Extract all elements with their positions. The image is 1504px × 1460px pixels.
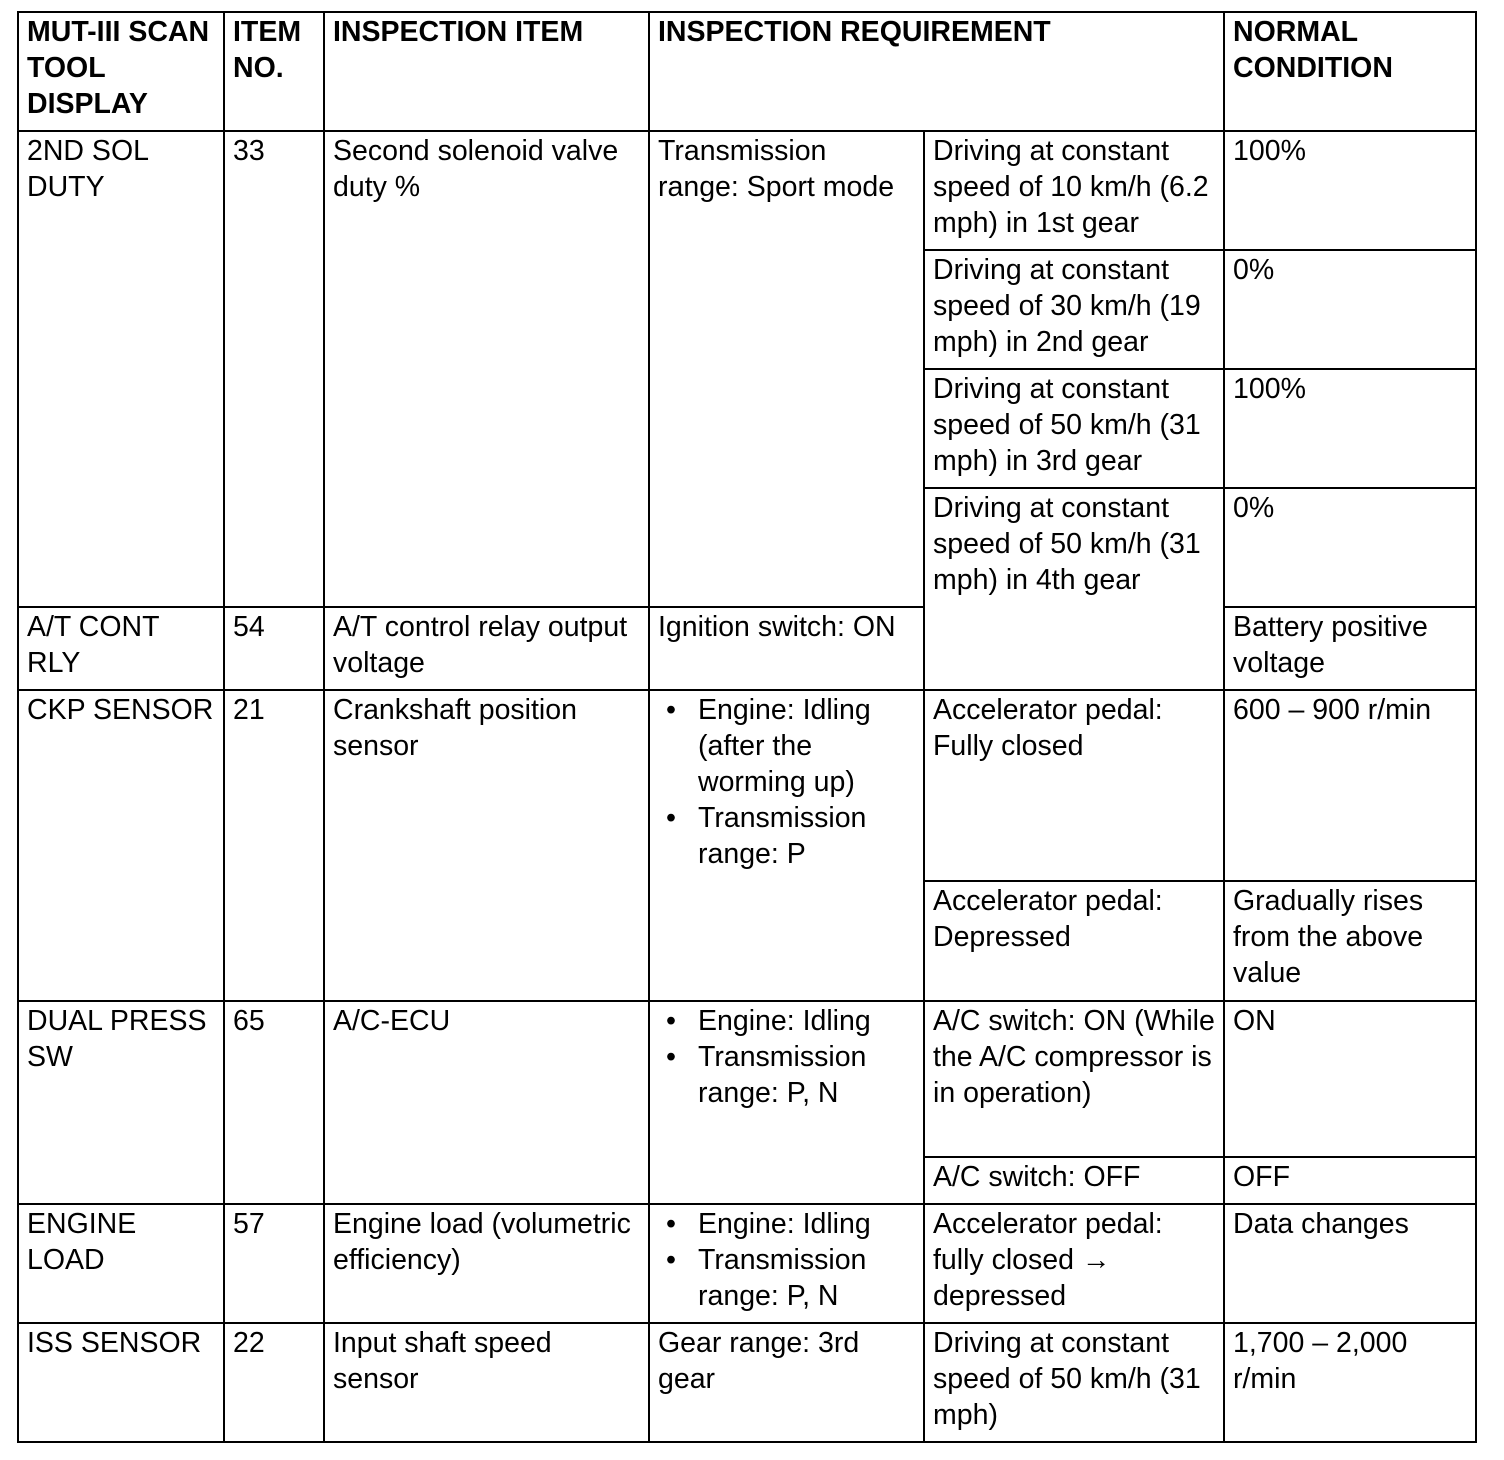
cell-display: ISS SENSOR — [18, 1323, 224, 1442]
cell-normal: 100% — [1224, 369, 1476, 488]
table-row — [18, 607, 1476, 690]
list-item: • Transmission range: P, N — [698, 1039, 915, 1111]
cell-inspection-item: A/T control relay output voltage — [324, 607, 649, 690]
cell-requirement — [649, 1001, 924, 1204]
cell-normal: Gradually rises from the above value — [1224, 881, 1476, 1001]
cell-requirement — [649, 690, 924, 1001]
cell-condition: Accelerator pedal: Depressed — [924, 881, 1224, 1001]
header-normal-condition: NORMAL CONDITION — [1224, 12, 1476, 131]
cell-item-no: 33 — [224, 131, 324, 607]
cell-normal: Battery positive voltage — [1224, 607, 1476, 690]
cell-display: CKP SENSOR — [18, 690, 224, 1001]
cell-condition: Accelerator pedal: fully closed → depressed — [924, 1204, 1224, 1323]
cell-condition: Accelerator pedal: Fully closed — [924, 690, 1224, 881]
header-inspection-requirement: INSPECTION REQUIREMENT — [649, 12, 1224, 131]
cell-normal: 600 – 900 r/min — [1224, 690, 1476, 881]
cell-condition: A/C switch: ON (While the A/C compressor is in operation) — [924, 1001, 1224, 1157]
cell-requirement: Gear range: 3rd gear — [649, 1323, 924, 1442]
cell-normal: 100% — [1224, 131, 1476, 250]
cell-condition: Driving at constant speed of 10 km/h (6.2 mph) in 1st gear — [924, 131, 1224, 250]
inspection-table — [17, 11, 1477, 1443]
cell-display: A/T CONT RLY — [18, 607, 224, 690]
cell-condition: A/C switch: OFF — [924, 1157, 1224, 1204]
cell-display: ENGINE LOAD — [18, 1204, 224, 1323]
cell-item-no: 65 — [224, 1001, 324, 1204]
cell-item-no: 54 — [224, 607, 324, 690]
list-item: • Engine: Idling (after the worming up) — [698, 692, 915, 800]
cell-inspection-item: Second solenoid valve duty % — [324, 131, 649, 607]
table-row — [18, 1001, 1476, 1157]
cell-requirement — [649, 1204, 924, 1323]
cell-inspection-item: A/C-ECU — [324, 1001, 649, 1204]
table-row — [18, 690, 1476, 881]
header-inspection-item: INSPECTION ITEM — [324, 12, 649, 131]
cell-condition: Driving at constant speed of 50 km/h (31 mph) in 3rd gear — [924, 369, 1224, 488]
table-row — [18, 1204, 1476, 1323]
header-item-no: ITEM NO. — [224, 12, 324, 131]
requirement-list — [658, 692, 915, 872]
header-row — [18, 12, 1476, 131]
cell-condition: Driving at constant speed of 30 km/h (19 mph) in 2nd gear — [924, 250, 1224, 369]
cell-condition: Driving at constant speed of 50 km/h (31 mph) in 4th gear — [924, 488, 1224, 690]
cell-normal: 0% — [1224, 250, 1476, 369]
table-row — [18, 1323, 1476, 1442]
cell-normal: 1,700 – 2,000 r/min — [1224, 1323, 1476, 1442]
cell-item-no: 21 — [224, 690, 324, 1001]
cell-requirement: Transmission range: Sport mode — [649, 131, 924, 607]
cell-inspection-item: Crankshaft position sensor — [324, 690, 649, 1001]
cell-requirement: Ignition switch: ON — [649, 607, 924, 690]
list-item: • Engine: Idling — [698, 1003, 915, 1039]
header-display: MUT-III SCAN TOOL DISPLAY — [18, 12, 224, 131]
table-row — [18, 131, 1476, 250]
cell-item-no: 22 — [224, 1323, 324, 1442]
list-item: • Transmission range: P — [698, 800, 915, 872]
cell-normal: ON — [1224, 1001, 1476, 1157]
cell-inspection-item: Input shaft speed sensor — [324, 1323, 649, 1442]
cell-normal: Data changes — [1224, 1204, 1476, 1323]
cell-display: DUAL PRESS SW — [18, 1001, 224, 1204]
cell-item-no: 57 — [224, 1204, 324, 1323]
list-item: • Engine: Idling — [698, 1206, 915, 1242]
cell-normal: 0% — [1224, 488, 1476, 607]
requirement-list — [658, 1206, 915, 1314]
cell-inspection-item: Engine load (volumetric efficiency) — [324, 1204, 649, 1323]
cell-display: 2ND SOL DUTY — [18, 131, 224, 607]
requirement-list — [658, 1003, 915, 1111]
cell-condition: Driving at constant speed of 50 km/h (31 mph) — [924, 1323, 1224, 1442]
list-item: • Transmission range: P, N — [698, 1242, 915, 1314]
cell-normal: OFF — [1224, 1157, 1476, 1204]
